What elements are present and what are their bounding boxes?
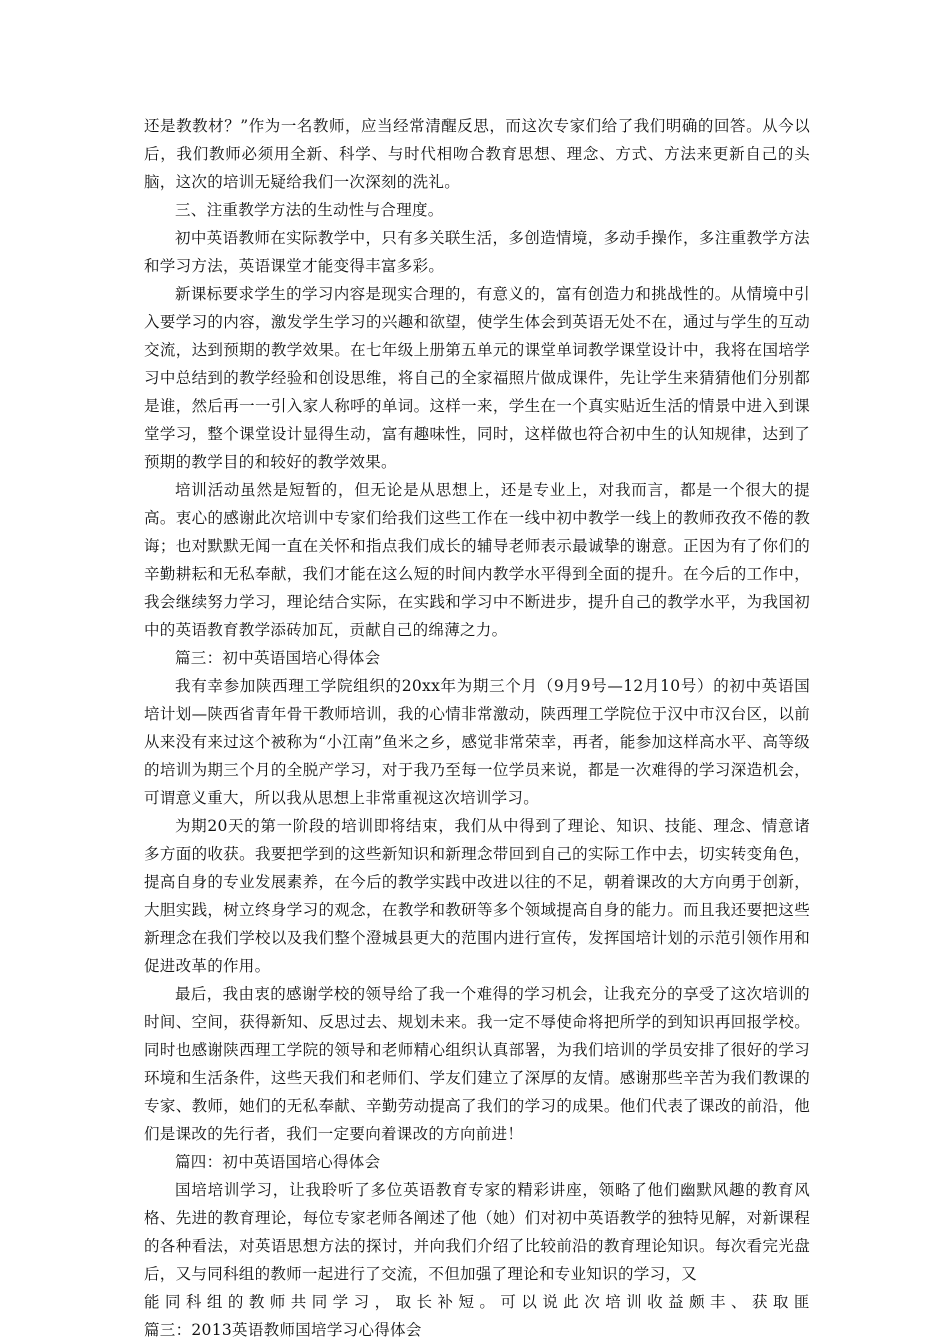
paragraph: 培训活动虽然是短暂的，但无论是从思想上，还是专业上，对我而言，都是一个很大的提高。衷心的感谢此次培训中专家们给我们这些工作在一线中初中教学一线上的教师孜孜不倦的教诲；也对默默无闻一直在关怀和指点我们成长的辅导老师表示最诚挚的谢意。正因为有了你们的辛勤耕耘和无私奉献，我们才能在这么短的时间内教学水平得到全面的提升。在今后的工作中，我会继续努力学习，理论结合实际，在实践和学习中不断进步，提升自己的教学水平，为我国初中的英语教育教学添砖加瓦，贡献自己的绵薄之力。 [144,481,810,639]
paragraph: 为期20天的第一阶段的培训即将结束，我们从中得到了理论、知识、技能、理念、情意诸多方面的收获。我要把学到的这些新知识和新理念带回到自己的实际工作中去，切实转变角色，提高自身的专业发展素养，在今后的教学实践中改进以往的不足，朝着课改的大方向勇于创新，大胆实践，树立终身学习的观念，在教学和教研等多个领域提高自身的能力。而且我还要把这些新理念在我们学校以及我们整个澄城县更大的范围内进行宣传，发挥国培计划的示范引领作用和促进改革的作用。 [144,817,810,975]
paragraph-spread-line: 能同科组的教师共同学习，取长补短。可以说此次培训收益颇丰、获取匪 [144,1293,810,1311]
article-heading-part-four: 篇四：初中英语国培心得体会 [175,1153,381,1171]
article-heading-part-three: 篇三：初中英语国培心得体会 [175,649,381,667]
paragraph: 新课标要求学生的学习内容是现实合理的，有意义的，富有创造力和挑战性的。从情境中引入要学习的内容，激发学生学习的兴趣和欲望，使学生体会到英语无处不在，通过与学生的互动交流，达到预期的教学效果。在七年级上册第五单元的课堂单词教学课堂设计中，我将在国培学习中总结到的教学经验和创设思维，将自己的全家福照片做成课件，先让学生来猜猜他们分别都是谁，然后再一一引入家人称呼的单词。这样一来，学生在一个真实贴近生活的情景中进入到课堂学习，整个课堂设计显得生动，富有趣味性，同时，这样做也符合初中生的认知规律，达到了预期的教学目的和较好的教学效果。 [144,285,810,471]
paragraph: 最后，我由衷的感谢学校的领导给了我一个难得的学习机会，让我充分的享受了这次培训的时间、空间，获得新知、反思过去、规划未来。我一定不辱使命将把所学的到知识再回报学校。同时也感谢陕西理工学院的领导和老师精心组织认真部署，为我们培训的学员安排了很好的学习环境和生活条件，这些天我们和老师们、学友们建立了深厚的友情。感谢那些辛苦为我们教课的专家、教师，她们的无私奉献、辛勤劳动提高了我们的学习的成果。他们代表了课改的前沿，他们是课改的先行者，我们一定要向着课改的方向前进！ [144,985,810,1143]
paragraph: 初中英语教师在实际教学中，只有多关联生活，多创造情境，多动手操作，多注重教学方法和学习方法，英语课堂才能变得丰富多彩。 [144,229,810,275]
section-heading-three: 三、注重教学方法的生动性与合理度。 [175,201,444,219]
article-heading-2013: 篇三：2013英语教师国培学习心得体会 [144,1321,422,1339]
paragraph: 我有幸参加陕西理工学院组织的20xx年为期三个月（9月9号—12月10号）的初中英语国培计划—陕西省青年骨干教师培训，我的心情非常激动，陕西理工学院位于汉中市汉台区，以前从来没有来过这个被称为“小江南”鱼米之乡，感觉非常荣幸，再者，能参加这样高水平、高等级的培训为期三个月的全脱产学习，对于我乃至每一位学员来说，都是一次难得的学习深造机会，可谓意义重大，所以我从思想上非常重视这次培训学习。 [144,677,810,807]
paragraph-continuation: 还是教教材？”作为一名教师，应当经常清醒反思，而这次专家们给了我们明确的回答。从今以后，我们教师必须用全新、科学、与时代相吻合教育思想、理念、方式、方法来更新自己的头脑，这次的培训无疑给我们一次深刻的洗礼。 [144,117,810,191]
document-body [144,112,810,1344]
paragraph: 国培培训学习，让我聆听了多位英语教育专家的精彩讲座，领略了他们幽默风趣的教育风格、先进的教育理论，每位专家老师各阐述了他（她）们对初中英语教学的独特见解，对新课程的各种看法，对英语思想方法的探讨，并向我们介绍了比较前沿的教育理论知识。每次看完光盘后，又与同科组的教师一起进行了交流，不但加强了理论和专业知识的学习，又 [144,1181,810,1283]
